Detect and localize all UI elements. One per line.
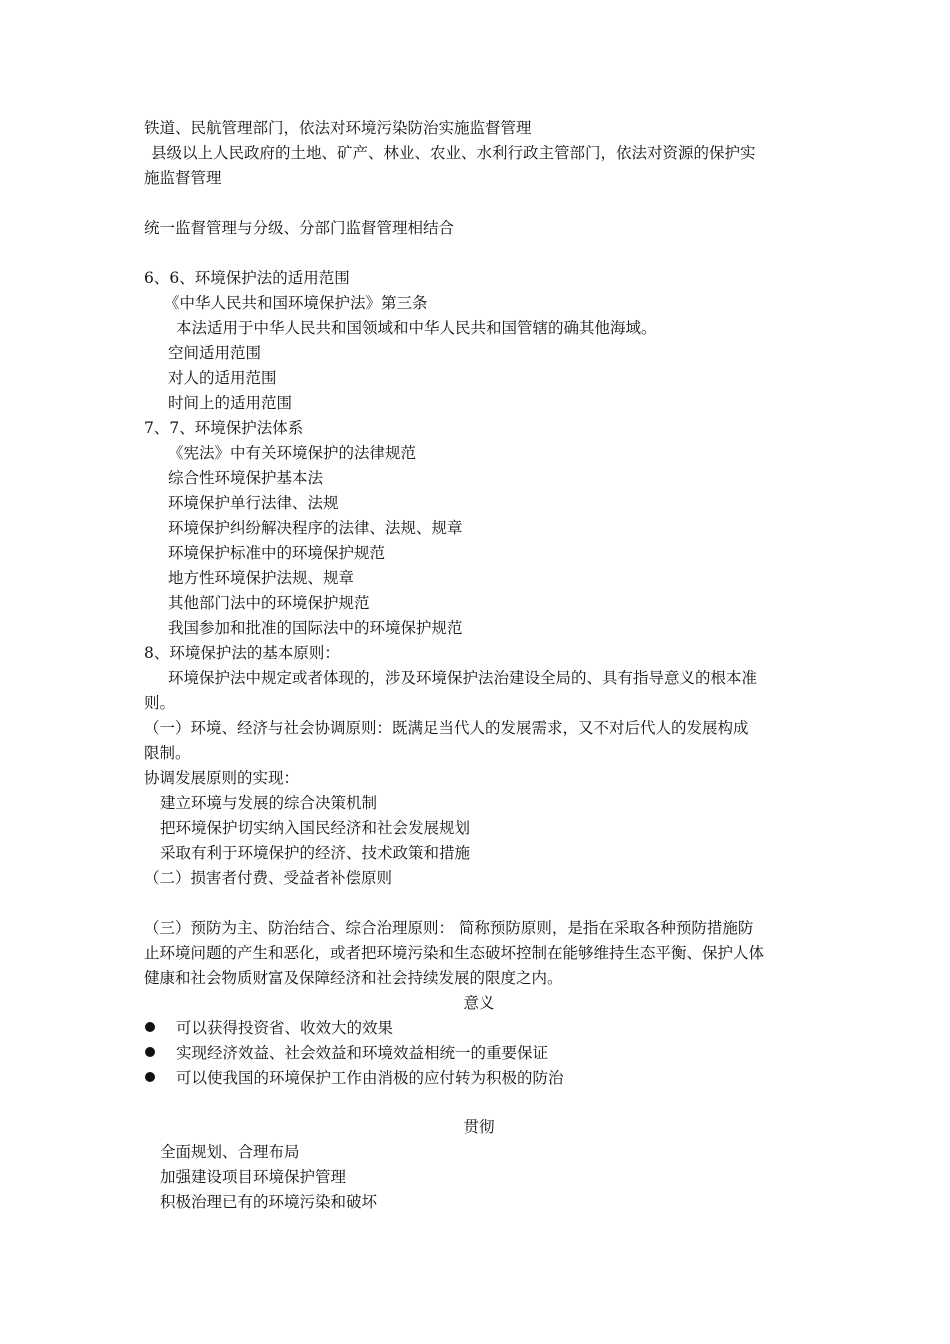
bullet-icon <box>144 1066 158 1080</box>
text-line: 环境保护法中规定或者体现的，涉及环境保护法治建设全局的、具有指导意义的根本准 <box>168 669 758 687</box>
list-item: 建立环境与发展的综合决策机制 <box>160 794 378 812</box>
list-item: 环境保护单行法律、法规 <box>168 494 339 512</box>
text-line: 协调发展原则的实现： <box>144 769 300 787</box>
bullet-icon <box>144 1016 158 1030</box>
list-item: 时间上的适用范围 <box>168 394 293 412</box>
list-item: 环境保护标准中的环境保护规范 <box>168 544 386 562</box>
text-line: 县级以上人民政府的土地、矿产、林业、农业、水利行政主管部门，依法对资源的保护实 <box>151 144 756 162</box>
law-title: 《中华人民共和国环境保护法》第三条 <box>164 294 428 312</box>
list-item: 空间适用范围 <box>168 344 262 362</box>
text-line: 统一监督管理与分级、分部门监督管理相结合 <box>144 219 455 237</box>
list-item: 把环境保护切实纳入国民经济和社会发展规划 <box>160 819 471 837</box>
text-line: 铁道、民航管理部门，依法对环境污染防治实施监督管理 <box>144 119 532 137</box>
text-line: 限制。 <box>144 744 191 762</box>
text-line: 健康和社会物质财富及保障经济和社会持续发展的限度之内。 <box>144 969 563 987</box>
subheading-implementation: 贯彻 <box>463 1118 495 1136</box>
law-article: 本法适用于中华人民共和国领域和中华人民共和国管辖的确其他海域。 <box>176 319 657 337</box>
list-item: 加强建设项目环境保护管理 <box>160 1168 347 1186</box>
list-item: 地方性环境保护法规、规章 <box>168 569 355 587</box>
list-item: 环境保护纠纷解决程序的法律、法规、规章 <box>168 519 463 537</box>
section-heading: 8、环境保护法的基本原则： <box>144 644 340 662</box>
section-heading: 7、7、环境保护法体系 <box>144 419 304 437</box>
bullet-icon <box>144 1041 158 1055</box>
list-item: 采取有利于环境保护的经济、技术政策和措施 <box>160 844 471 862</box>
list-item: 我国参加和批准的国际法中的环境保护规范 <box>168 619 463 637</box>
text-line: 施监督管理 <box>144 169 222 187</box>
subheading-meaning: 意义 <box>463 994 495 1012</box>
text-line: 则。 <box>144 694 176 712</box>
principle-heading: （二）损害者付费、受益者补偿原则 <box>144 869 393 887</box>
list-item: 《宪法》中有关环境保护的法律规范 <box>168 444 417 462</box>
list-item: 其他部门法中的环境保护规范 <box>168 594 370 612</box>
bullet-item: 实现经济效益、社会效益和环境效益相统一的重要保证 <box>176 1044 549 1062</box>
list-item: 积极治理已有的环境污染和破坏 <box>160 1193 378 1211</box>
text-line: 止环境问题的产生和恶化，或者把环境污染和生态破坏控制在能够维持生态平衡、保护人体 <box>144 944 765 962</box>
bullet-item: 可以获得投资省、收效大的效果 <box>176 1019 394 1037</box>
bullet-item: 可以使我国的环境保护工作由消极的应付转为积极的防治 <box>176 1069 564 1087</box>
list-item: 综合性环境保护基本法 <box>168 469 324 487</box>
principle-heading: （一）环境、经济与社会协调原则：既满足当代人的发展需求，又不对后代人的发展构成 <box>144 719 749 737</box>
principle-heading: （三）预防为主、防治结合、综合治理原则： 简称预防原则，是指在采取各种预防措施防 <box>144 919 754 937</box>
list-item: 全面规划、合理布局 <box>160 1143 300 1161</box>
section-heading: 6、6、环境保护法的适用范围 <box>144 269 350 287</box>
list-item: 对人的适用范围 <box>168 369 277 387</box>
